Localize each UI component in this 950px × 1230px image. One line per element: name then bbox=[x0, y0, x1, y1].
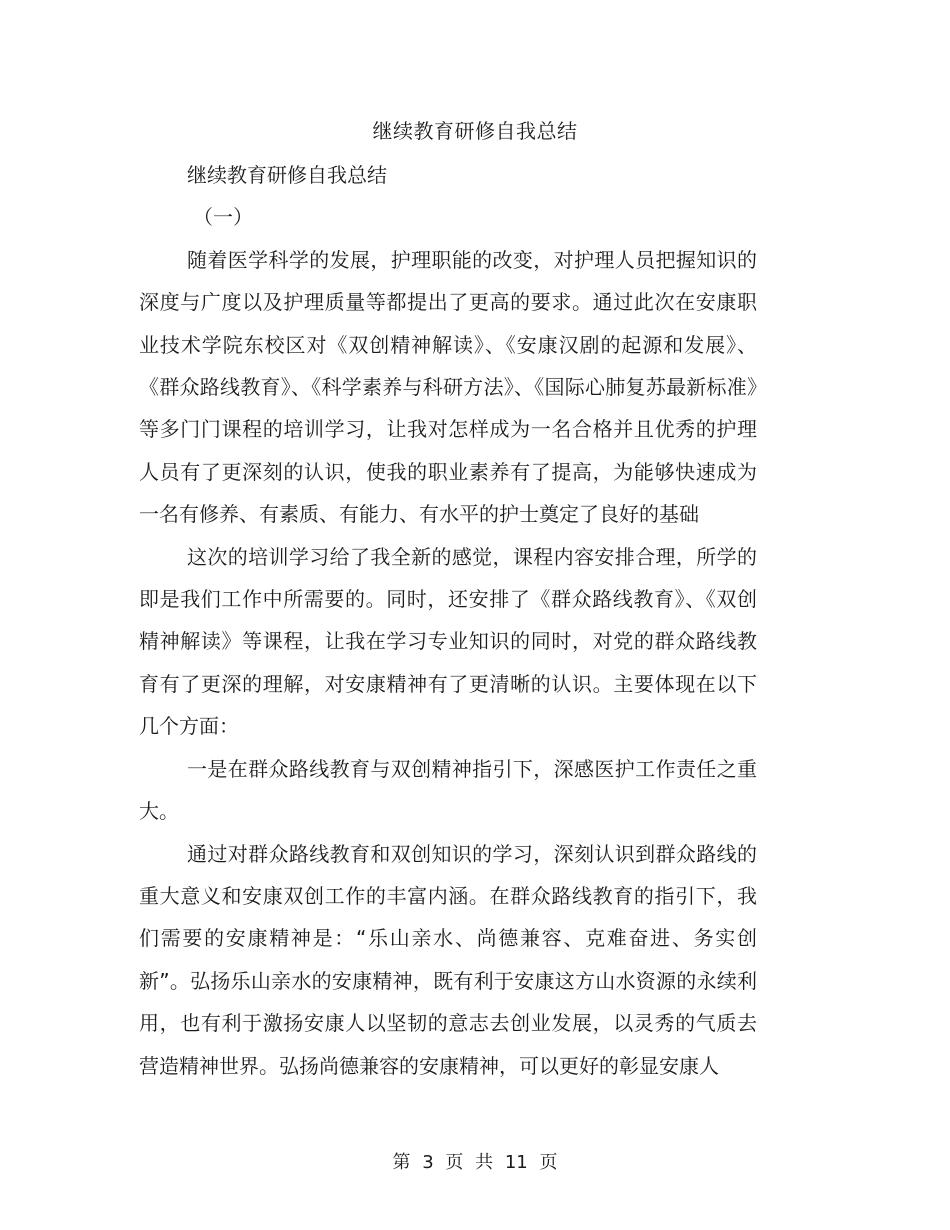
document-body bbox=[139, 154, 757, 1087]
document-subtitle: 继续教育研修自我总结 bbox=[187, 163, 387, 187]
section-number: （一） bbox=[193, 205, 253, 230]
paragraph-4: 通过对群众路线教育和双创知识的学习，深刻认识到群众路线的重大意义和安康双创工作的丰富内涵。在群众路线教育的指引下，我们需要的安康精神是：“乐山亲水、尚德兼容、克难奋进、务实创新”。弘扬乐山亲水的安康精神，既有利于安康这方山水资源的永续利用，也有利于激扬安康人以坚韧的意志去创业发展，以灵秀的气质去营造精神世界。弘扬尚德兼容的安康精神，可以更好的彰显安康人 bbox=[139, 841, 757, 1078]
paragraph-2: 这次的培训学习给了我全新的感觉，课程内容安排合理，所学的即是我们工作中所需要的。同时，还安排了《群众路线教育》、《双创精神解读》等课程，让我在学习专业知识的同时，对党的群众路线教育有了更深的理解，对安康精神有了更清晰的认识。主要体现在以下几个方面： bbox=[139, 544, 757, 739]
paragraph-1: 随着医学科学的发展，护理职能的改变，对护理人员把握知识的深度与广度以及护理质量等都提出了更高的要求。通过此次在安康职业技术学院东校区对《双创精神解读》、《安康汉剧的起源和发展》、《群众路线教育》、《科学素养与科研方法》、《国际心肺复苏最新标准》等多门门课程的培训学习，让我对怎样成为一名合格并且优秀的护理人员有了更深刻的认识，使我的职业素养有了提高，为能够快速成为一名有修养、有素质、有能力、有水平的护士奠定了良好的基础 bbox=[139, 247, 757, 527]
page-number-footer: 第 3 页 共 11 页 bbox=[392, 1152, 558, 1173]
paragraph-3: 一是在群众路线教育与双创精神指引下，深感医护工作责任之重大。 bbox=[139, 756, 757, 824]
document-title: 继续教育研修自我总结 bbox=[372, 119, 578, 143]
